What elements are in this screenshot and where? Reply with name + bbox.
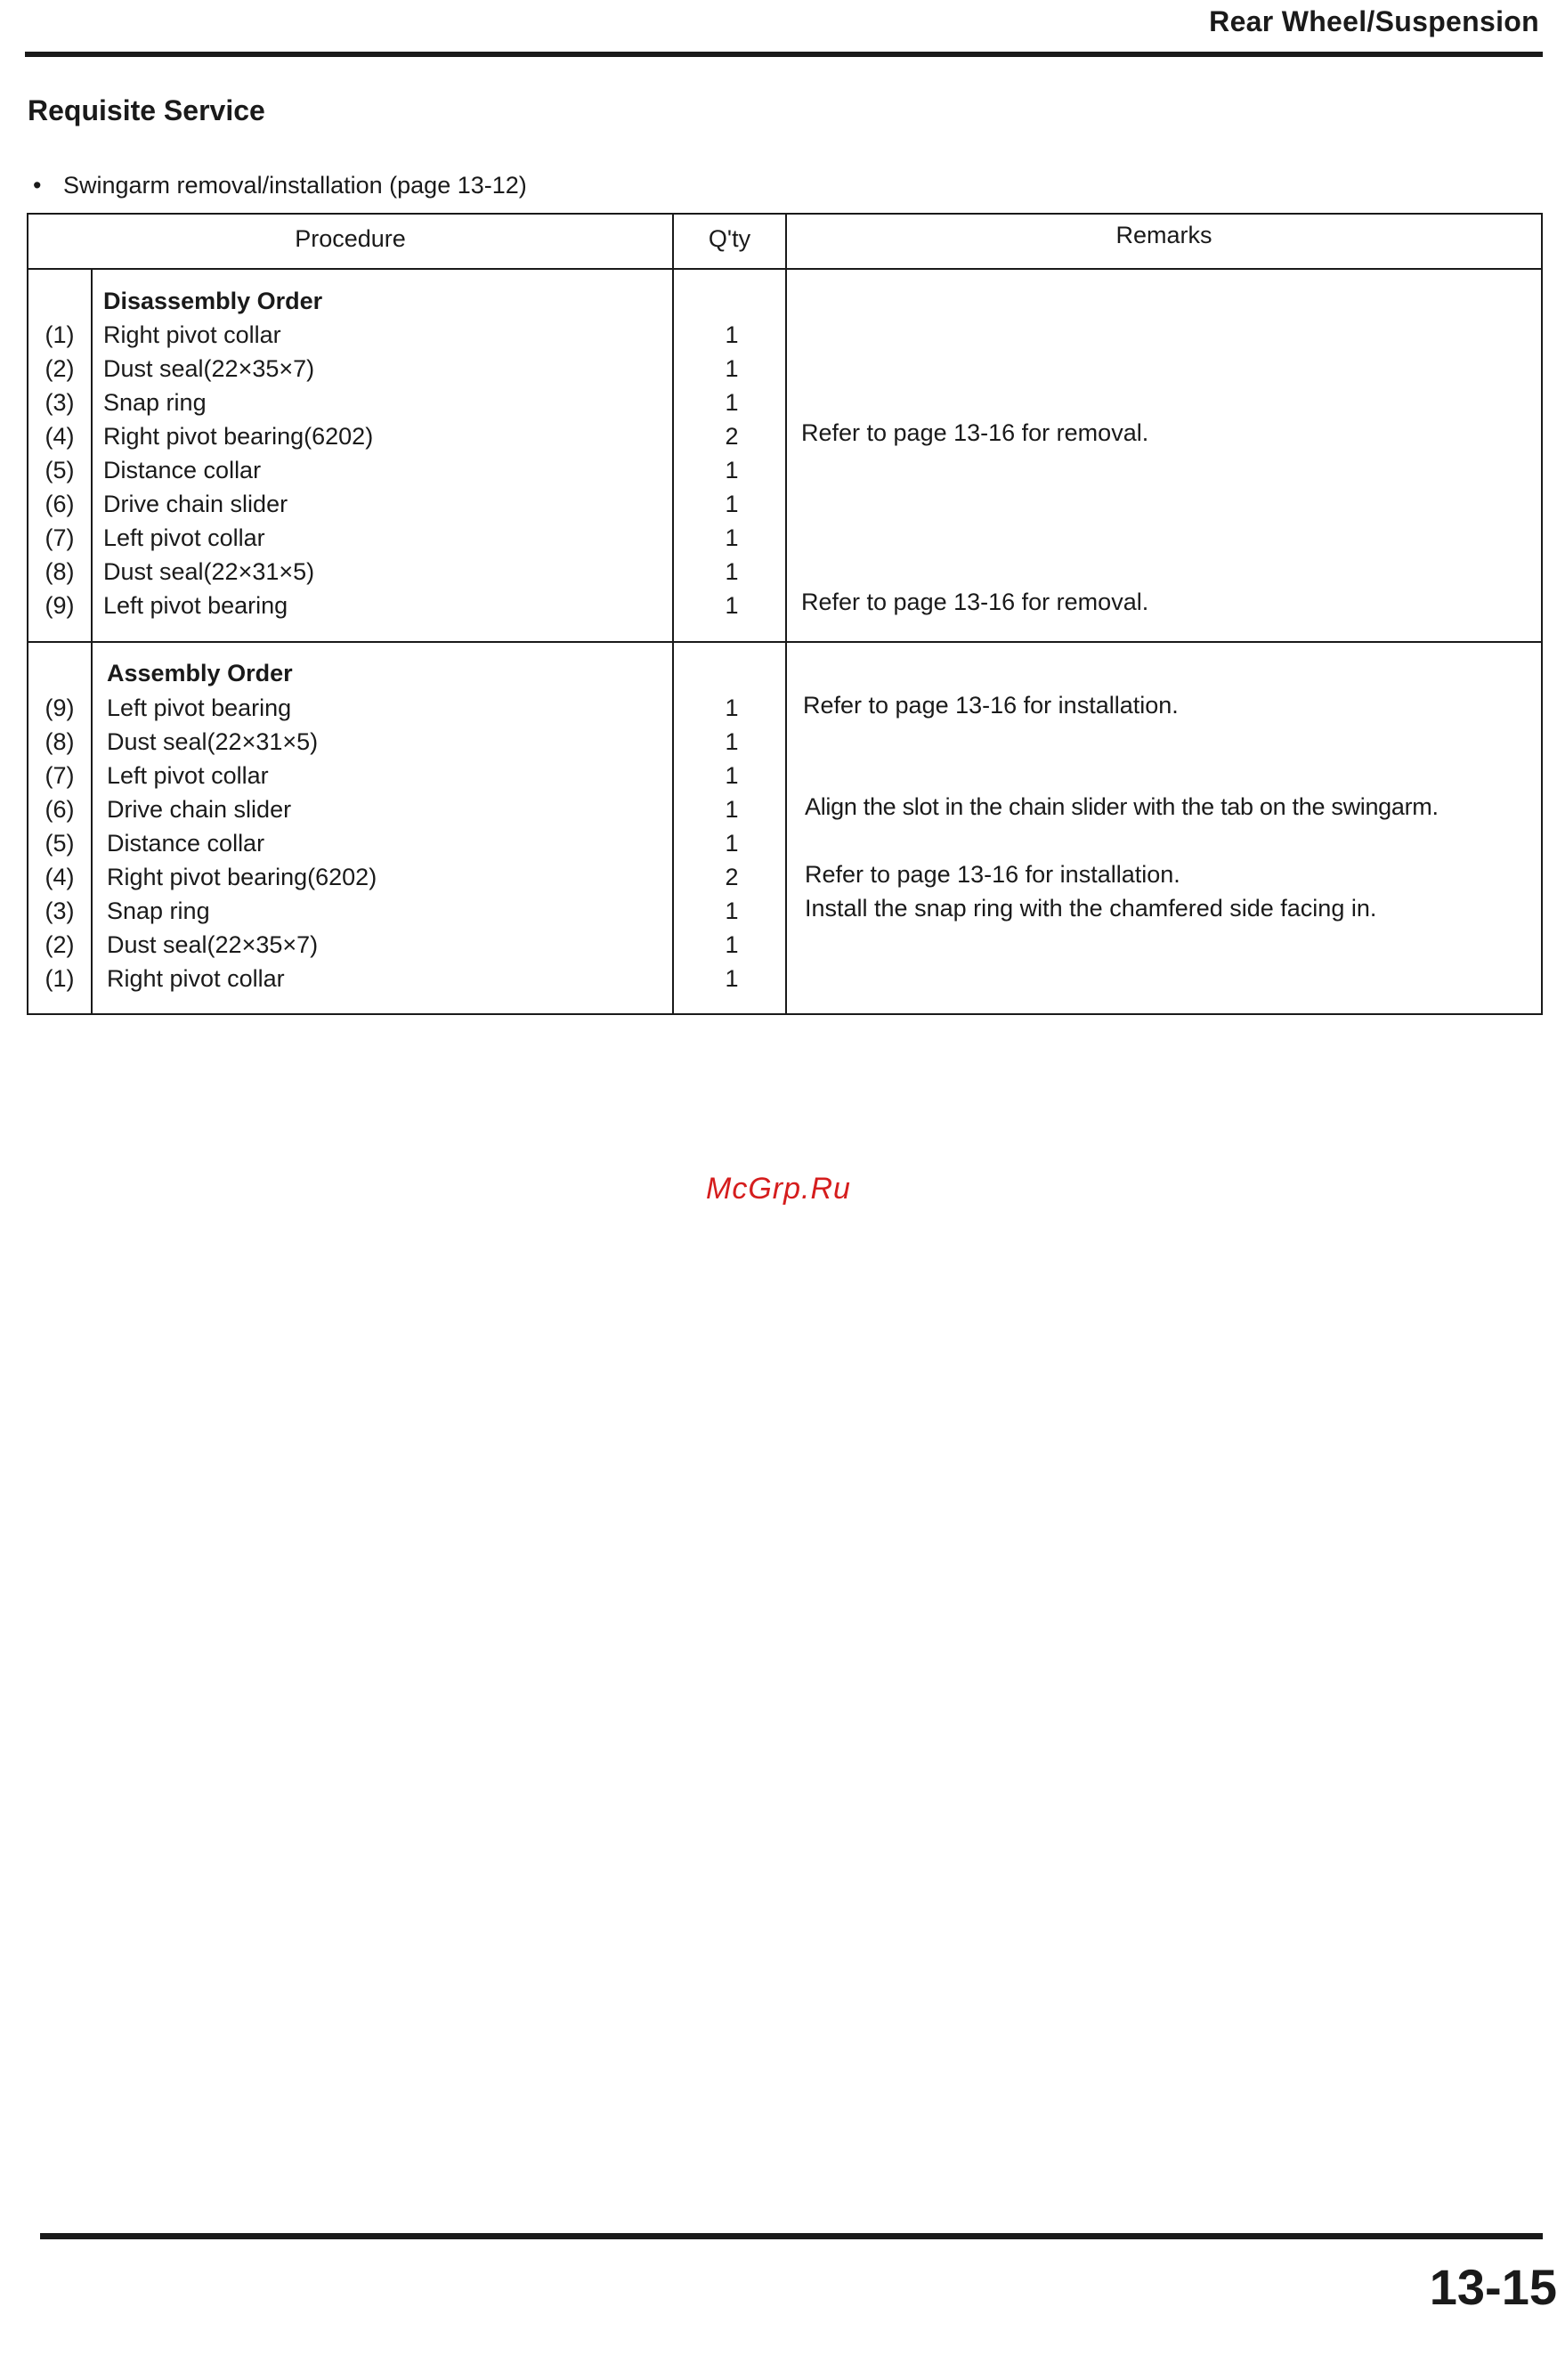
header-divider xyxy=(28,268,1541,270)
requisite-item xyxy=(33,172,527,199)
assembly-title: Assembly Order xyxy=(107,660,293,686)
row-number: (3) xyxy=(45,898,75,924)
table-row xyxy=(28,592,1541,626)
remark-text: Refer to page 13-16 for removal. xyxy=(801,419,1149,446)
row-part-name: Dust seal(22×31×5) xyxy=(107,728,319,755)
row-number: (6) xyxy=(45,796,75,823)
table-row xyxy=(28,965,1541,999)
remark-text: Install the snap ring with the chamfered side facing in. xyxy=(805,895,1377,922)
table-row xyxy=(28,558,1541,592)
row-part-name: Dust seal(22×31×5) xyxy=(103,558,315,585)
section-heading: Requisite Service xyxy=(28,94,265,126)
table-row xyxy=(28,491,1541,524)
row-part-name: Right pivot collar xyxy=(103,321,281,348)
row-number: (5) xyxy=(45,457,75,483)
row-qty: 2 xyxy=(725,423,739,450)
row-qty: 1 xyxy=(725,558,739,585)
row-number: (5) xyxy=(45,830,75,857)
row-qty: 1 xyxy=(725,457,739,483)
table-row xyxy=(28,931,1541,965)
row-part-name: Drive chain slider xyxy=(103,491,288,517)
row-number: (4) xyxy=(45,423,75,450)
row-qty: 1 xyxy=(725,592,739,619)
bullet: • xyxy=(33,172,42,199)
header-remarks: Remarks xyxy=(1115,222,1212,248)
requisite-text: Swingarm removal/installation (page 13-12) xyxy=(63,172,527,199)
disassembly-title: Disassembly Order xyxy=(103,288,323,314)
footer-rule xyxy=(40,2233,1543,2239)
header-procedure: Procedure xyxy=(295,225,406,252)
row-part-name: Distance collar xyxy=(107,830,265,857)
row-number: (1) xyxy=(45,965,75,992)
row-qty: 1 xyxy=(725,491,739,517)
row-part-name: Drive chain slider xyxy=(107,796,292,823)
procedure-table xyxy=(27,213,1543,1015)
row-qty: 1 xyxy=(725,830,739,857)
row-number: (7) xyxy=(45,524,75,551)
table-row xyxy=(28,695,1541,728)
row-number: (8) xyxy=(45,728,75,755)
row-qty: 1 xyxy=(725,931,739,958)
table-row xyxy=(28,830,1541,864)
row-qty: 1 xyxy=(725,796,739,823)
row-qty: 1 xyxy=(725,965,739,992)
row-qty: 1 xyxy=(725,695,739,721)
remark-text: Refer to page 13-16 for installation. xyxy=(803,692,1179,719)
row-qty: 1 xyxy=(725,355,739,382)
remark-text: Refer to page 13-16 for removal. xyxy=(801,589,1149,615)
row-part-name: Left pivot collar xyxy=(103,524,265,551)
table-row xyxy=(28,321,1541,355)
row-part-name: Right pivot bearing(6202) xyxy=(103,423,374,450)
table-row xyxy=(28,423,1541,457)
header-qty: Q'ty xyxy=(708,225,751,252)
row-number: (8) xyxy=(45,558,75,585)
page-number: 13-15 xyxy=(1429,2259,1557,2315)
table-row xyxy=(28,389,1541,423)
row-part-name: Left pivot bearing xyxy=(107,695,292,721)
row-part-name: Right pivot bearing(6202) xyxy=(107,864,377,890)
row-number: (2) xyxy=(45,355,75,382)
row-number: (3) xyxy=(45,389,75,416)
row-qty: 1 xyxy=(725,728,739,755)
row-qty: 1 xyxy=(725,321,739,348)
header-title: Rear Wheel/Suspension xyxy=(1209,5,1539,37)
row-qty: 1 xyxy=(725,524,739,551)
section-divider xyxy=(28,641,1541,643)
header-rule xyxy=(25,52,1543,57)
row-number: (1) xyxy=(45,321,75,348)
row-number: (9) xyxy=(45,592,75,619)
remark-text: Refer to page 13-16 for installation. xyxy=(805,861,1180,888)
row-number: (9) xyxy=(45,695,75,721)
table-row xyxy=(28,762,1541,796)
row-number: (2) xyxy=(45,931,75,958)
row-qty: 1 xyxy=(725,389,739,416)
watermark: McGrp.Ru xyxy=(706,1172,851,1206)
row-number: (7) xyxy=(45,762,75,789)
row-part-name: Right pivot collar xyxy=(107,965,285,992)
row-part-name: Distance collar xyxy=(103,457,262,483)
table-row xyxy=(28,457,1541,491)
table-row xyxy=(28,728,1541,762)
row-part-name: Snap ring xyxy=(103,389,207,416)
row-part-name: Dust seal(22×35×7) xyxy=(107,931,319,958)
row-qty: 1 xyxy=(725,762,739,789)
table-row xyxy=(28,524,1541,558)
row-part-name: Snap ring xyxy=(107,898,210,924)
row-qty: 2 xyxy=(725,864,739,890)
row-part-name: Left pivot bearing xyxy=(103,592,288,619)
row-part-name: Left pivot collar xyxy=(107,762,269,789)
table-row xyxy=(28,864,1541,898)
row-part-name: Dust seal(22×35×7) xyxy=(103,355,315,382)
row-qty: 1 xyxy=(725,898,739,924)
table-row xyxy=(28,355,1541,389)
row-number: (6) xyxy=(45,491,75,517)
row-number: (4) xyxy=(45,864,75,890)
remark-text: Align the slot in the chain slider with the tab on the swingarm. xyxy=(805,793,1439,820)
